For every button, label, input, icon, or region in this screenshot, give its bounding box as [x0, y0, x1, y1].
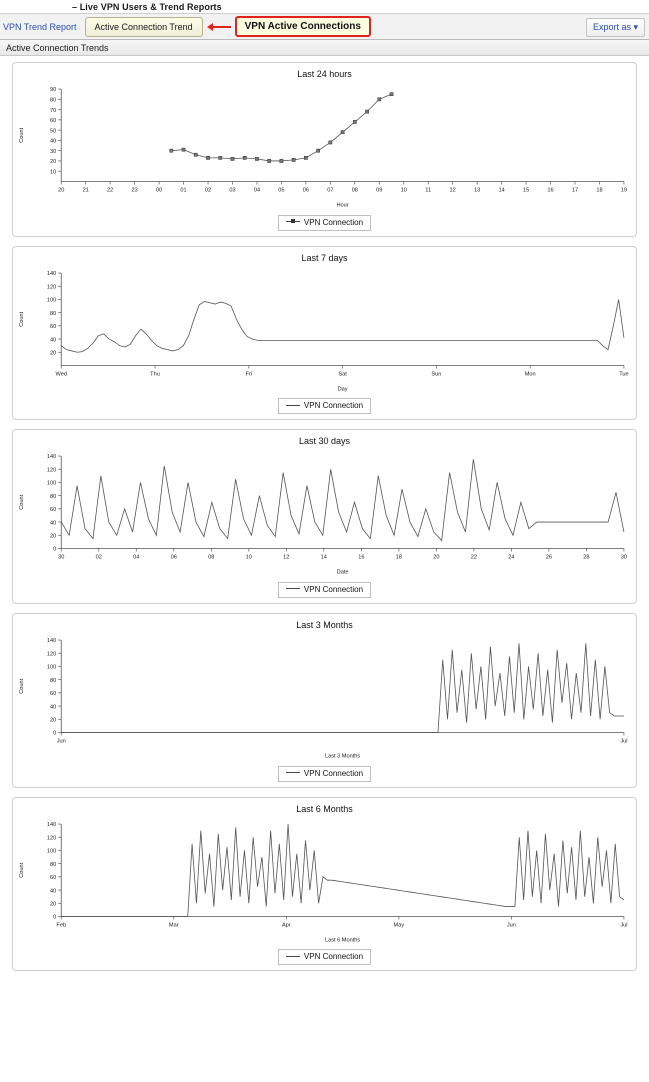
svg-text:60: 60 — [49, 874, 57, 881]
export-as-button[interactable]: Export as ▾ — [586, 18, 645, 37]
tab-active-connection-trend[interactable]: Active Connection Trend — [85, 17, 203, 37]
svg-text:60: 60 — [49, 118, 57, 125]
svg-text:13: 13 — [474, 187, 481, 194]
svg-text:20: 20 — [49, 350, 57, 357]
svg-text:140: 140 — [46, 270, 57, 277]
svg-text:Last 3 Months: Last 3 Months — [324, 753, 361, 760]
svg-text:11: 11 — [425, 187, 432, 194]
svg-text:60: 60 — [49, 323, 57, 330]
svg-text:50: 50 — [49, 128, 57, 135]
svg-text:02: 02 — [95, 554, 102, 561]
legend-label: VPN Connection — [303, 217, 364, 227]
svg-text:100: 100 — [46, 480, 57, 487]
svg-text:Jun: Jun — [56, 738, 66, 745]
legend-label: VPN Connection — [303, 768, 364, 778]
svg-text:Sat: Sat — [338, 371, 347, 378]
svg-text:Day: Day — [337, 386, 348, 393]
svg-text:90: 90 — [49, 87, 57, 94]
svg-text:Count: Count — [19, 127, 26, 143]
svg-text:100: 100 — [46, 297, 57, 304]
svg-text:16: 16 — [547, 187, 554, 194]
svg-text:Count: Count — [19, 495, 26, 510]
svg-text:40: 40 — [49, 336, 57, 343]
svg-text:80: 80 — [49, 861, 57, 868]
svg-text:03: 03 — [229, 187, 236, 194]
chart-svg-last-30-days — [13, 448, 636, 579]
svg-text:40: 40 — [49, 704, 57, 711]
svg-text:Last 6 Months: Last 6 Months — [324, 937, 361, 944]
svg-text:80: 80 — [49, 494, 57, 501]
svg-text:14: 14 — [498, 187, 505, 194]
chart-svg-last-6-months — [13, 816, 636, 947]
svg-text:30: 30 — [58, 554, 65, 561]
chart-panel-last-24-hours — [12, 62, 637, 237]
svg-text:Mar: Mar — [168, 922, 179, 929]
svg-text:20: 20 — [49, 533, 57, 540]
svg-text:12: 12 — [449, 187, 456, 194]
legend-label: VPN Connection — [303, 584, 364, 594]
breadcrumb[interactable]: VPN Trend Report — [3, 21, 77, 32]
svg-text:20: 20 — [49, 900, 57, 907]
legend-label: VPN Connection — [303, 401, 364, 411]
svg-text:Tue: Tue — [619, 371, 629, 378]
svg-text:20: 20 — [49, 717, 57, 724]
svg-text:40: 40 — [49, 887, 57, 894]
legend-line-icon — [286, 405, 300, 406]
svg-text:20: 20 — [433, 554, 440, 561]
plot-area — [13, 632, 636, 763]
svg-text:0: 0 — [53, 546, 57, 553]
svg-text:Feb: Feb — [56, 922, 67, 929]
svg-text:Thu: Thu — [150, 371, 160, 378]
chart-title: Last 7 days — [301, 252, 348, 263]
svg-text:Mon: Mon — [524, 371, 536, 378]
chart-panel-last-7-days — [12, 246, 637, 421]
svg-text:100: 100 — [46, 664, 57, 671]
plot-area — [13, 816, 636, 947]
svg-text:0: 0 — [53, 914, 57, 921]
svg-text:20: 20 — [58, 187, 65, 194]
svg-text:04: 04 — [133, 554, 140, 561]
svg-text:23: 23 — [131, 187, 138, 194]
svg-text:08: 08 — [351, 187, 358, 194]
svg-text:120: 120 — [46, 834, 57, 841]
tab-strip — [0, 14, 649, 40]
svg-text:28: 28 — [583, 554, 590, 561]
chart-legend — [278, 949, 371, 965]
plot-area — [13, 265, 636, 396]
svg-text:22: 22 — [470, 554, 478, 561]
chart-panel-last-30-days — [12, 429, 637, 604]
chart-svg-last-7-days — [13, 265, 636, 396]
svg-text:70: 70 — [49, 107, 57, 114]
svg-text:Fri: Fri — [245, 371, 253, 378]
svg-text:00: 00 — [155, 187, 163, 194]
svg-text:Jul: Jul — [620, 922, 628, 929]
svg-text:80: 80 — [49, 677, 57, 684]
svg-text:40: 40 — [49, 138, 57, 145]
svg-text:10: 10 — [245, 554, 252, 561]
svg-text:24: 24 — [508, 554, 515, 561]
chart-title: Last 3 Months — [296, 619, 353, 630]
svg-text:40: 40 — [49, 520, 57, 527]
svg-text:01: 01 — [180, 187, 187, 194]
svg-text:08: 08 — [208, 554, 215, 561]
svg-text:120: 120 — [46, 651, 57, 658]
svg-text:18: 18 — [395, 554, 402, 561]
svg-text:26: 26 — [545, 554, 553, 561]
svg-text:14: 14 — [320, 554, 327, 561]
svg-text:0: 0 — [53, 730, 57, 737]
svg-text:09: 09 — [376, 187, 383, 194]
svg-text:18: 18 — [596, 187, 603, 194]
svg-text:140: 140 — [46, 454, 57, 461]
svg-text:15: 15 — [522, 187, 530, 194]
svg-text:06: 06 — [170, 554, 177, 561]
legend-marker-icon — [286, 221, 300, 222]
callout-arrow-icon — [207, 23, 231, 31]
svg-text:Apr: Apr — [281, 922, 291, 929]
svg-text:06: 06 — [302, 187, 310, 194]
window-title-bar — [0, 0, 649, 14]
svg-text:Sun: Sun — [431, 371, 442, 378]
chart-svg-last-24-hours — [13, 81, 636, 212]
svg-text:Wed: Wed — [55, 371, 67, 378]
svg-text:80: 80 — [49, 310, 57, 317]
chart-legend — [278, 398, 371, 414]
svg-text:Count: Count — [19, 678, 26, 694]
chart-title: Last 24 hours — [297, 69, 352, 79]
svg-text:Count: Count — [19, 311, 26, 327]
legend-line-icon — [286, 772, 300, 773]
svg-text:17: 17 — [571, 187, 579, 194]
svg-text:60: 60 — [49, 690, 57, 697]
svg-text:16: 16 — [358, 554, 365, 561]
svg-text:05: 05 — [278, 187, 285, 194]
chart-legend — [278, 215, 371, 231]
svg-text:80: 80 — [49, 97, 57, 104]
svg-text:12: 12 — [283, 554, 290, 561]
svg-text:20: 20 — [49, 159, 57, 166]
svg-text:30: 30 — [49, 148, 57, 155]
svg-text:Count: Count — [19, 862, 26, 878]
legend-label: VPN Connection — [303, 952, 364, 962]
chart-legend — [278, 582, 371, 598]
svg-text:Date: Date — [336, 569, 349, 576]
svg-text:10: 10 — [400, 187, 407, 194]
svg-text:Jun: Jun — [506, 922, 516, 929]
chart-title: Last 30 days — [298, 436, 351, 447]
svg-text:May: May — [393, 922, 405, 929]
legend-line-icon — [286, 956, 300, 957]
svg-text:120: 120 — [46, 467, 57, 474]
chart-title: Last 6 Months — [296, 803, 353, 814]
callout-vpn-active-connections: VPN Active Connections — [235, 16, 371, 37]
chart-panel-last-6-months — [12, 797, 637, 972]
chart-svg-last-3-months — [13, 632, 636, 763]
page-title: – Live VPN Users & Trend Reports — [72, 1, 222, 12]
chart-panel-last-3-months — [12, 613, 637, 788]
legend-line-icon — [286, 588, 300, 589]
svg-text:100: 100 — [46, 848, 57, 855]
charts-container — [0, 56, 649, 990]
svg-text:120: 120 — [46, 284, 57, 291]
svg-text:140: 140 — [46, 821, 57, 828]
plot-area — [13, 448, 636, 579]
svg-text:04: 04 — [253, 187, 261, 194]
plot-area — [13, 81, 636, 212]
svg-text:19: 19 — [620, 187, 628, 194]
svg-text:60: 60 — [49, 507, 57, 514]
svg-text:02: 02 — [204, 187, 212, 194]
svg-text:30: 30 — [620, 554, 628, 561]
svg-text:10: 10 — [49, 169, 57, 176]
section-header-active-connection-trends: Active Connection Trends — [0, 40, 649, 56]
svg-text:Jul: Jul — [620, 738, 628, 745]
svg-text:22: 22 — [107, 187, 114, 194]
svg-text:07: 07 — [327, 187, 334, 194]
chart-legend — [278, 766, 371, 782]
svg-text:140: 140 — [46, 638, 57, 645]
svg-text:21: 21 — [82, 187, 89, 194]
svg-text:Hour: Hour — [336, 202, 349, 209]
